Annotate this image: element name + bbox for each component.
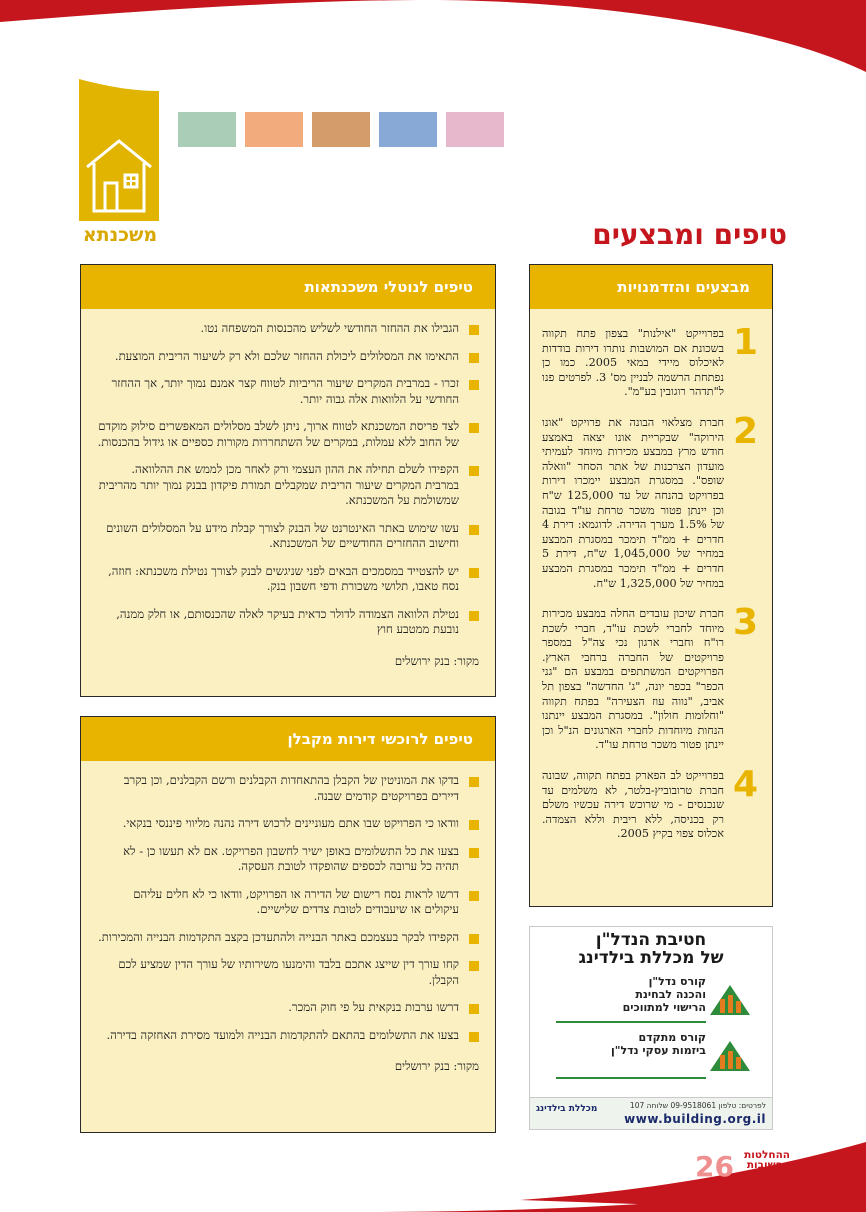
- bullet-icon: [469, 934, 479, 944]
- tip-item: זכרו - במרבית המקרים שיעור הריביות לטווח קצר אמנם נמוך יותר, אך ההחזר החודשי על הלוואות אלה גבוה יותר.: [97, 376, 479, 407]
- bullet-icon: [469, 777, 479, 787]
- tip-item: בצעו את כל התשלומים באופן ישיר לחשבון הפרויקט. אם לא תעשו כן - לא תהיה כל ערובה לכספים שהופקדו לטובת העסקה.: [97, 844, 479, 875]
- category-label: משכנתא: [82, 224, 158, 246]
- tip-item: הקפידו לשלם תחילה את ההון העצמי ורק לאחר מכן לממש את ההלוואה. במרבית המקרים שיעור הריבית שמקבלים תמורת פיקדון בבנק נמוך יותר מהריבית שמשולמת על המשכנתא.: [97, 462, 479, 509]
- bullet-icon: [469, 611, 479, 621]
- swatch-tan: [312, 112, 370, 147]
- page-number: 26: [695, 1150, 734, 1183]
- deal-number: 4: [732, 764, 758, 806]
- bullet-icon: [469, 325, 479, 335]
- bullet-icon: [469, 568, 479, 578]
- bullet-icon: [469, 848, 479, 858]
- buyer-tips-title: טיפים לרוכשי דירות מקבלן: [81, 717, 495, 761]
- ad-url-link[interactable]: www.building.org.il: [624, 1112, 766, 1126]
- tip-item: התאימו את המסלולים ליכולת ההחזר שלכם ולא רק לשיעור הריבית המוצעת.: [97, 349, 479, 365]
- tip-item: לצד פריסת המשכנתא לטווח ארוך, ניתן לשלב מסלולים המאפשרים סילוק מוקדם של החוב ללא עמלות, במקרים של השתחררות מקורות כספיים או גידול בהכנסות.: [97, 419, 479, 450]
- mortgage-tips-panel: [80, 264, 496, 697]
- deals-title: מבצעים והזדמנויות: [530, 265, 772, 309]
- deal-number: 3: [732, 602, 758, 644]
- magazine-brand: ההחלטות החשובות בחיים: [744, 1149, 790, 1181]
- building-icon: [708, 1035, 752, 1073]
- mortgage-tips-source: מקור: בנק ירושלים: [394, 653, 479, 668]
- mortgage-tips-title: טיפים לנוטלי משכנתאות: [81, 265, 495, 309]
- bullet-icon: [469, 525, 479, 535]
- swatch-orange: [245, 112, 303, 147]
- ad-footer: [530, 1097, 772, 1129]
- tip-item: בדקו את המוניטין של הקבלן בהתאחדות הקבלנים ורשם הקבלנים, וכן בקרב דיירים בפרויקטים קודמים שבנה.: [97, 773, 479, 804]
- deal-item: 4 בפרוייקט לב הפארק בפתח תקווה, שבונה חברת טרובוביץ-בלטר, לא משלמים עד שנכנסים - מי שרוכש דירה עכשיו משלם רק בכניסה, ללא ריבית וללא הצמדה. אכלוס צפוי בקיץ 2005.: [542, 764, 758, 841]
- building-icon: [708, 979, 752, 1017]
- bullet-icon: [469, 353, 479, 363]
- tip-item: דרשו ערבות בנקאית על פי חוק המכר.: [97, 1000, 479, 1016]
- page-title: טיפים ומבצעים: [592, 218, 787, 251]
- swatch-blue: [379, 112, 437, 147]
- tip-item: עשו שימוש באתר האינטרנט של הבנק לצורך קבלת מידע על המסלולים השונים וחישוב ההחזרים החודשיים של המשכנתא.: [97, 521, 479, 552]
- bullet-icon: [469, 961, 479, 971]
- tip-item: הקפידו לבקר בעצמכם באתר הבנייה ולהתעדכן בקצב התקדמות הבנייה והמכירות.: [97, 930, 479, 946]
- tip-item: בצעו את התשלומים בהתאם להתקדמות הבנייה ולמועד מסירת האחזקה בדירה.: [97, 1028, 479, 1044]
- bullet-icon: [469, 1004, 479, 1014]
- tip-item: הגבילו את ההחזר החודשי לשליש מהכנסות המשפחה נטו.: [97, 321, 479, 337]
- ad-title: חטיבת הנדל"ן של מכללת בילדינג: [578, 930, 724, 968]
- tip-item: קחו עורך דין שייצג אתכם בלבד והימנעו משירותיו של עורך הדין שמציע לכם הקבלן.: [97, 957, 479, 988]
- deal-number: 2: [732, 410, 758, 452]
- swatch-green: [178, 112, 236, 147]
- bullet-icon: [469, 466, 479, 476]
- buyer-tips-panel: [80, 716, 496, 1133]
- tip-item: דרשו לראות נסח רישום של הדירה או הפרויקט, וודאו כי לא חלים עליהם עיקולים או שיעבודים לטובת צדדים שלישיים.: [97, 887, 479, 918]
- swatch-pink: [446, 112, 504, 147]
- bullet-icon: [469, 820, 479, 830]
- category-logo: [79, 79, 159, 221]
- bullet-icon: [469, 423, 479, 433]
- deals-panel: [529, 264, 773, 907]
- bullet-icon: [469, 380, 479, 390]
- bullet-icon: [469, 891, 479, 901]
- college-advertisement[interactable]: [529, 926, 773, 1130]
- ad-contact: לפרטים: טלפון 09-9518061 שלוחה 107: [629, 1101, 766, 1110]
- buyer-tips-source: מקור: בנק ירושלים: [394, 1059, 479, 1073]
- deal-item: 2 חברת מצלאוי הבונה את פרויקט "אונו הירוקה" שבקריית אונו יצאה באמצע חודש מרץ במבצע מכירות מיוחד לעמיתי מועדון הצרכנות של אתר הסחר "וואלה שופס". במסגרת המבצע יימכרו דירות בפרויקט בהנחה של עד 125,000 ש"ח וכן יינתן פטור משכר טרחת עו"ד בגובה של 1.5% מערך הדירה. לדוגמא: דירת 4 חדרים + ממ"ד תימכר במסגרת המבצע במחיר של 1,045,000 ש"ח, דירת 5 חדרים + ממ"ד תימכר במסגרת המבצע במחיר של 1,325,000 ש"ח.: [542, 410, 758, 590]
- deal-item: 3 חברת שיכון עובדים החלה במבצע מכירות מיוחד לחברי לשכת עו"ד, חברי לשכת רו"ח וחברי ארגון נכי צה"ל במספר פרויקטים של החברה ברחבי הארץ. הפרויקטים המשתתפים במבצע הם "גני הכפר" בכפר יונה, "ג' החדשה" בצפון תל אביב, "נווה עוז הצעירה" בפתח תקווה "וחלומות חולון". במסגרת המבצע יינתנו הנחות מיוחדות לחברי הארגונים הנ"ל וכן יינתן פטור משכר טרחת עו"ד.: [542, 602, 758, 752]
- ad-course-2: קורס מתקדם ביזמות עסקי נדל"ן: [556, 1031, 706, 1079]
- ad-brand: מכללת בילדינג: [536, 1104, 598, 1114]
- tip-item: נטילת הלוואה הצמודה לדולר כדאית בעיקר לאלה שהכנסותם, או חלק ממנה, נובעת ממטבע חוץ: [97, 607, 479, 638]
- ad-course-1: קורס נדל"ן והכנה לבחינת הרישוי למתווכים: [556, 975, 706, 1023]
- deal-number: 1: [732, 322, 758, 363]
- deal-item: 1 בפרוייקט "אילנות" בצפון פתח תקווה בשכונת אם המושבות נותרו דירות בודדות לאיכלוס מיידי במאי 2005. כמו כן נפתחת הרשמה לבניין מס' 3. לפרטים פנו ל"תדהר רוגובין בע"מ".: [542, 322, 758, 399]
- bullet-icon: [469, 1032, 479, 1042]
- tip-item: יש להצטייד במסמכים הבאים לפני שניגשים לבנק לצורך נטילת משכנתא: חוזה, נסח טאבו, תלושי משכורת ודפי חשבון בנק.: [97, 564, 479, 595]
- tip-item: וודאו כי הפרויקט שבו אתם מעוניינים לרכוש דירה נהנה מליווי פיננסי בנקאי.: [97, 816, 479, 832]
